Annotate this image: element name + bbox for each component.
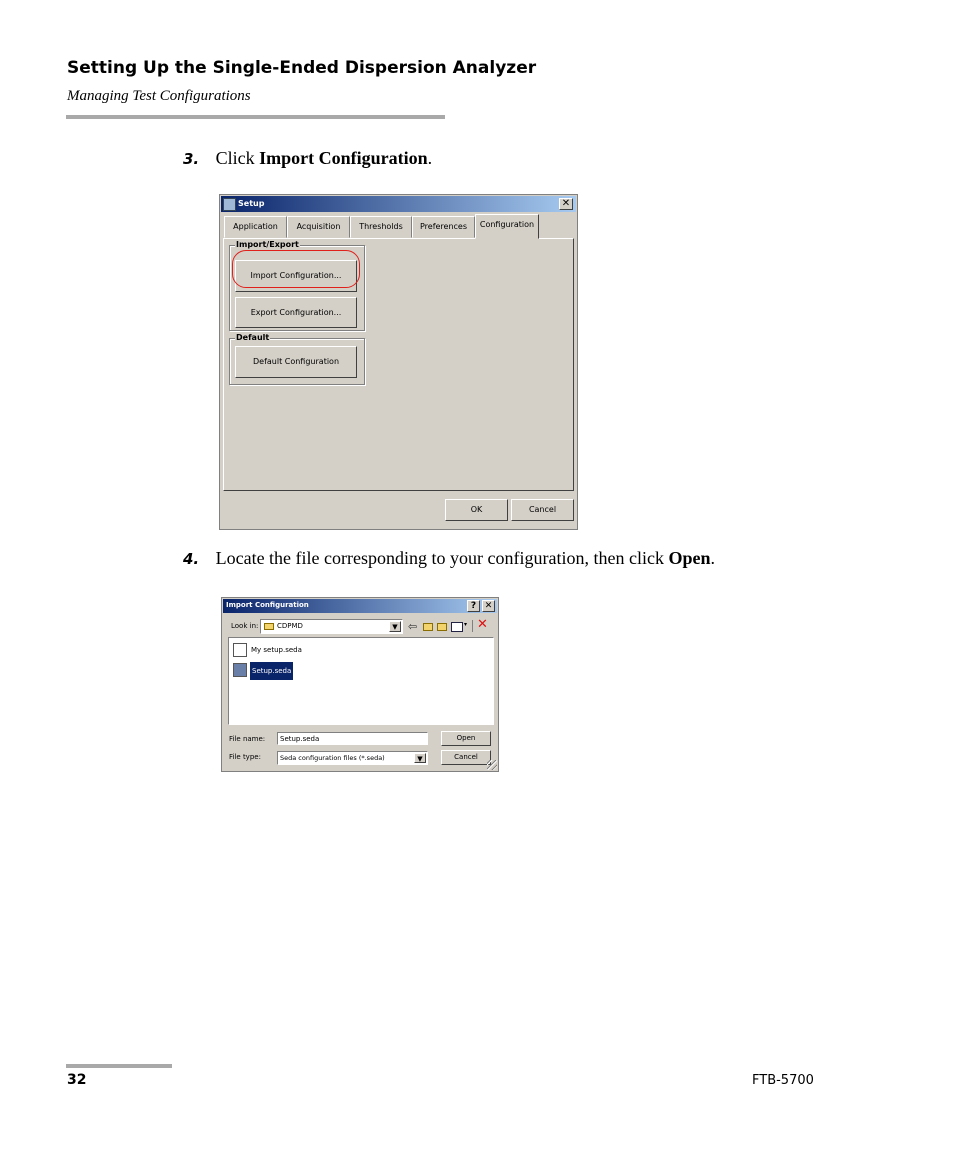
setup-title: Setup — [238, 199, 265, 208]
step-text-suffix: . — [427, 148, 433, 168]
file-name-label: File name: — [229, 735, 266, 743]
chevron-down-icon[interactable]: ▼ — [414, 753, 426, 763]
file-name: My setup.seda — [251, 646, 302, 654]
step-3 — [183, 148, 432, 169]
tab-acquisition[interactable]: Acquisition — [287, 216, 350, 238]
file-type-label: File type: — [229, 753, 261, 761]
file-icon — [233, 643, 247, 657]
header-rule — [66, 115, 445, 119]
delete-icon[interactable]: ✕ — [477, 617, 488, 632]
import-titlebar — [223, 599, 497, 613]
default-group — [229, 333, 365, 385]
file-name: Setup.seda — [250, 662, 293, 680]
export-configuration-button[interactable]: Export Configuration... — [235, 297, 357, 328]
step-4 — [183, 548, 715, 569]
tab-thresholds[interactable]: Thresholds — [350, 216, 412, 238]
chevron-down-icon[interactable]: ▼ — [389, 621, 401, 632]
look-in-label: Look in: — [231, 622, 259, 630]
toolbar-separator — [472, 620, 473, 632]
app-icon — [223, 198, 236, 211]
step-text-bold: Open — [668, 548, 711, 568]
close-icon[interactable]: ✕ — [559, 198, 573, 210]
file-list[interactable] — [228, 637, 494, 725]
step-number: 4. — [183, 550, 200, 568]
chevron-down-icon[interactable]: ▾ — [464, 621, 468, 628]
up-folder-icon[interactable] — [423, 623, 433, 631]
help-icon[interactable]: ? — [467, 600, 480, 612]
setup-dialog — [219, 194, 578, 530]
cancel-button[interactable]: Cancel — [511, 499, 574, 521]
back-icon[interactable]: ⇦ — [408, 620, 418, 633]
document-id: FTB-5700 — [752, 1073, 814, 1088]
highlight-ellipse — [232, 250, 360, 288]
tab-configuration[interactable]: Configuration — [475, 214, 539, 239]
cancel-button[interactable]: Cancel — [441, 750, 491, 765]
file-icon — [233, 663, 247, 677]
default-configuration-button[interactable]: Default Configuration — [235, 346, 357, 378]
step-text-suffix: . — [710, 548, 715, 568]
import-export-label: Import/Export — [236, 240, 299, 249]
close-icon[interactable]: ✕ — [482, 600, 495, 612]
look-in-dropdown[interactable] — [260, 619, 403, 634]
view-menu-icon[interactable] — [451, 622, 463, 632]
step-number: 3. — [183, 150, 200, 168]
tab-preferences[interactable]: Preferences — [412, 216, 475, 238]
page-number: 32 — [67, 1072, 87, 1088]
step-text-prefix: Click — [215, 148, 260, 168]
default-label: Default — [236, 333, 270, 342]
resize-grip-icon[interactable] — [487, 760, 497, 770]
file-type-dropdown[interactable] — [277, 751, 428, 765]
new-folder-icon[interactable] — [437, 623, 447, 631]
look-in-value: CDPMD — [277, 622, 303, 630]
import-dialog — [221, 597, 499, 772]
tab-application[interactable]: Application — [224, 216, 287, 238]
step-text-bold: Import Configuration — [259, 148, 428, 168]
page-header-title: Setting Up the Single-Ended Dispersion Analyzer — [67, 58, 537, 78]
step-text-prefix: Locate the file corresponding to your configuration, then click — [215, 548, 669, 568]
open-button[interactable]: Open — [441, 731, 491, 746]
page-header-subtitle: Managing Test Configurations — [67, 88, 251, 104]
import-title: Import Configuration — [226, 601, 309, 609]
setup-titlebar — [221, 196, 576, 212]
file-name-field[interactable]: Setup.seda — [277, 732, 428, 745]
folder-icon — [264, 623, 274, 630]
footer-rule — [66, 1064, 172, 1068]
file-type-value: Seda configuration files (*.seda) — [280, 754, 385, 762]
ok-button[interactable]: OK — [445, 499, 508, 521]
import-configuration-button[interactable]: Import Configuration... — [235, 260, 357, 292]
